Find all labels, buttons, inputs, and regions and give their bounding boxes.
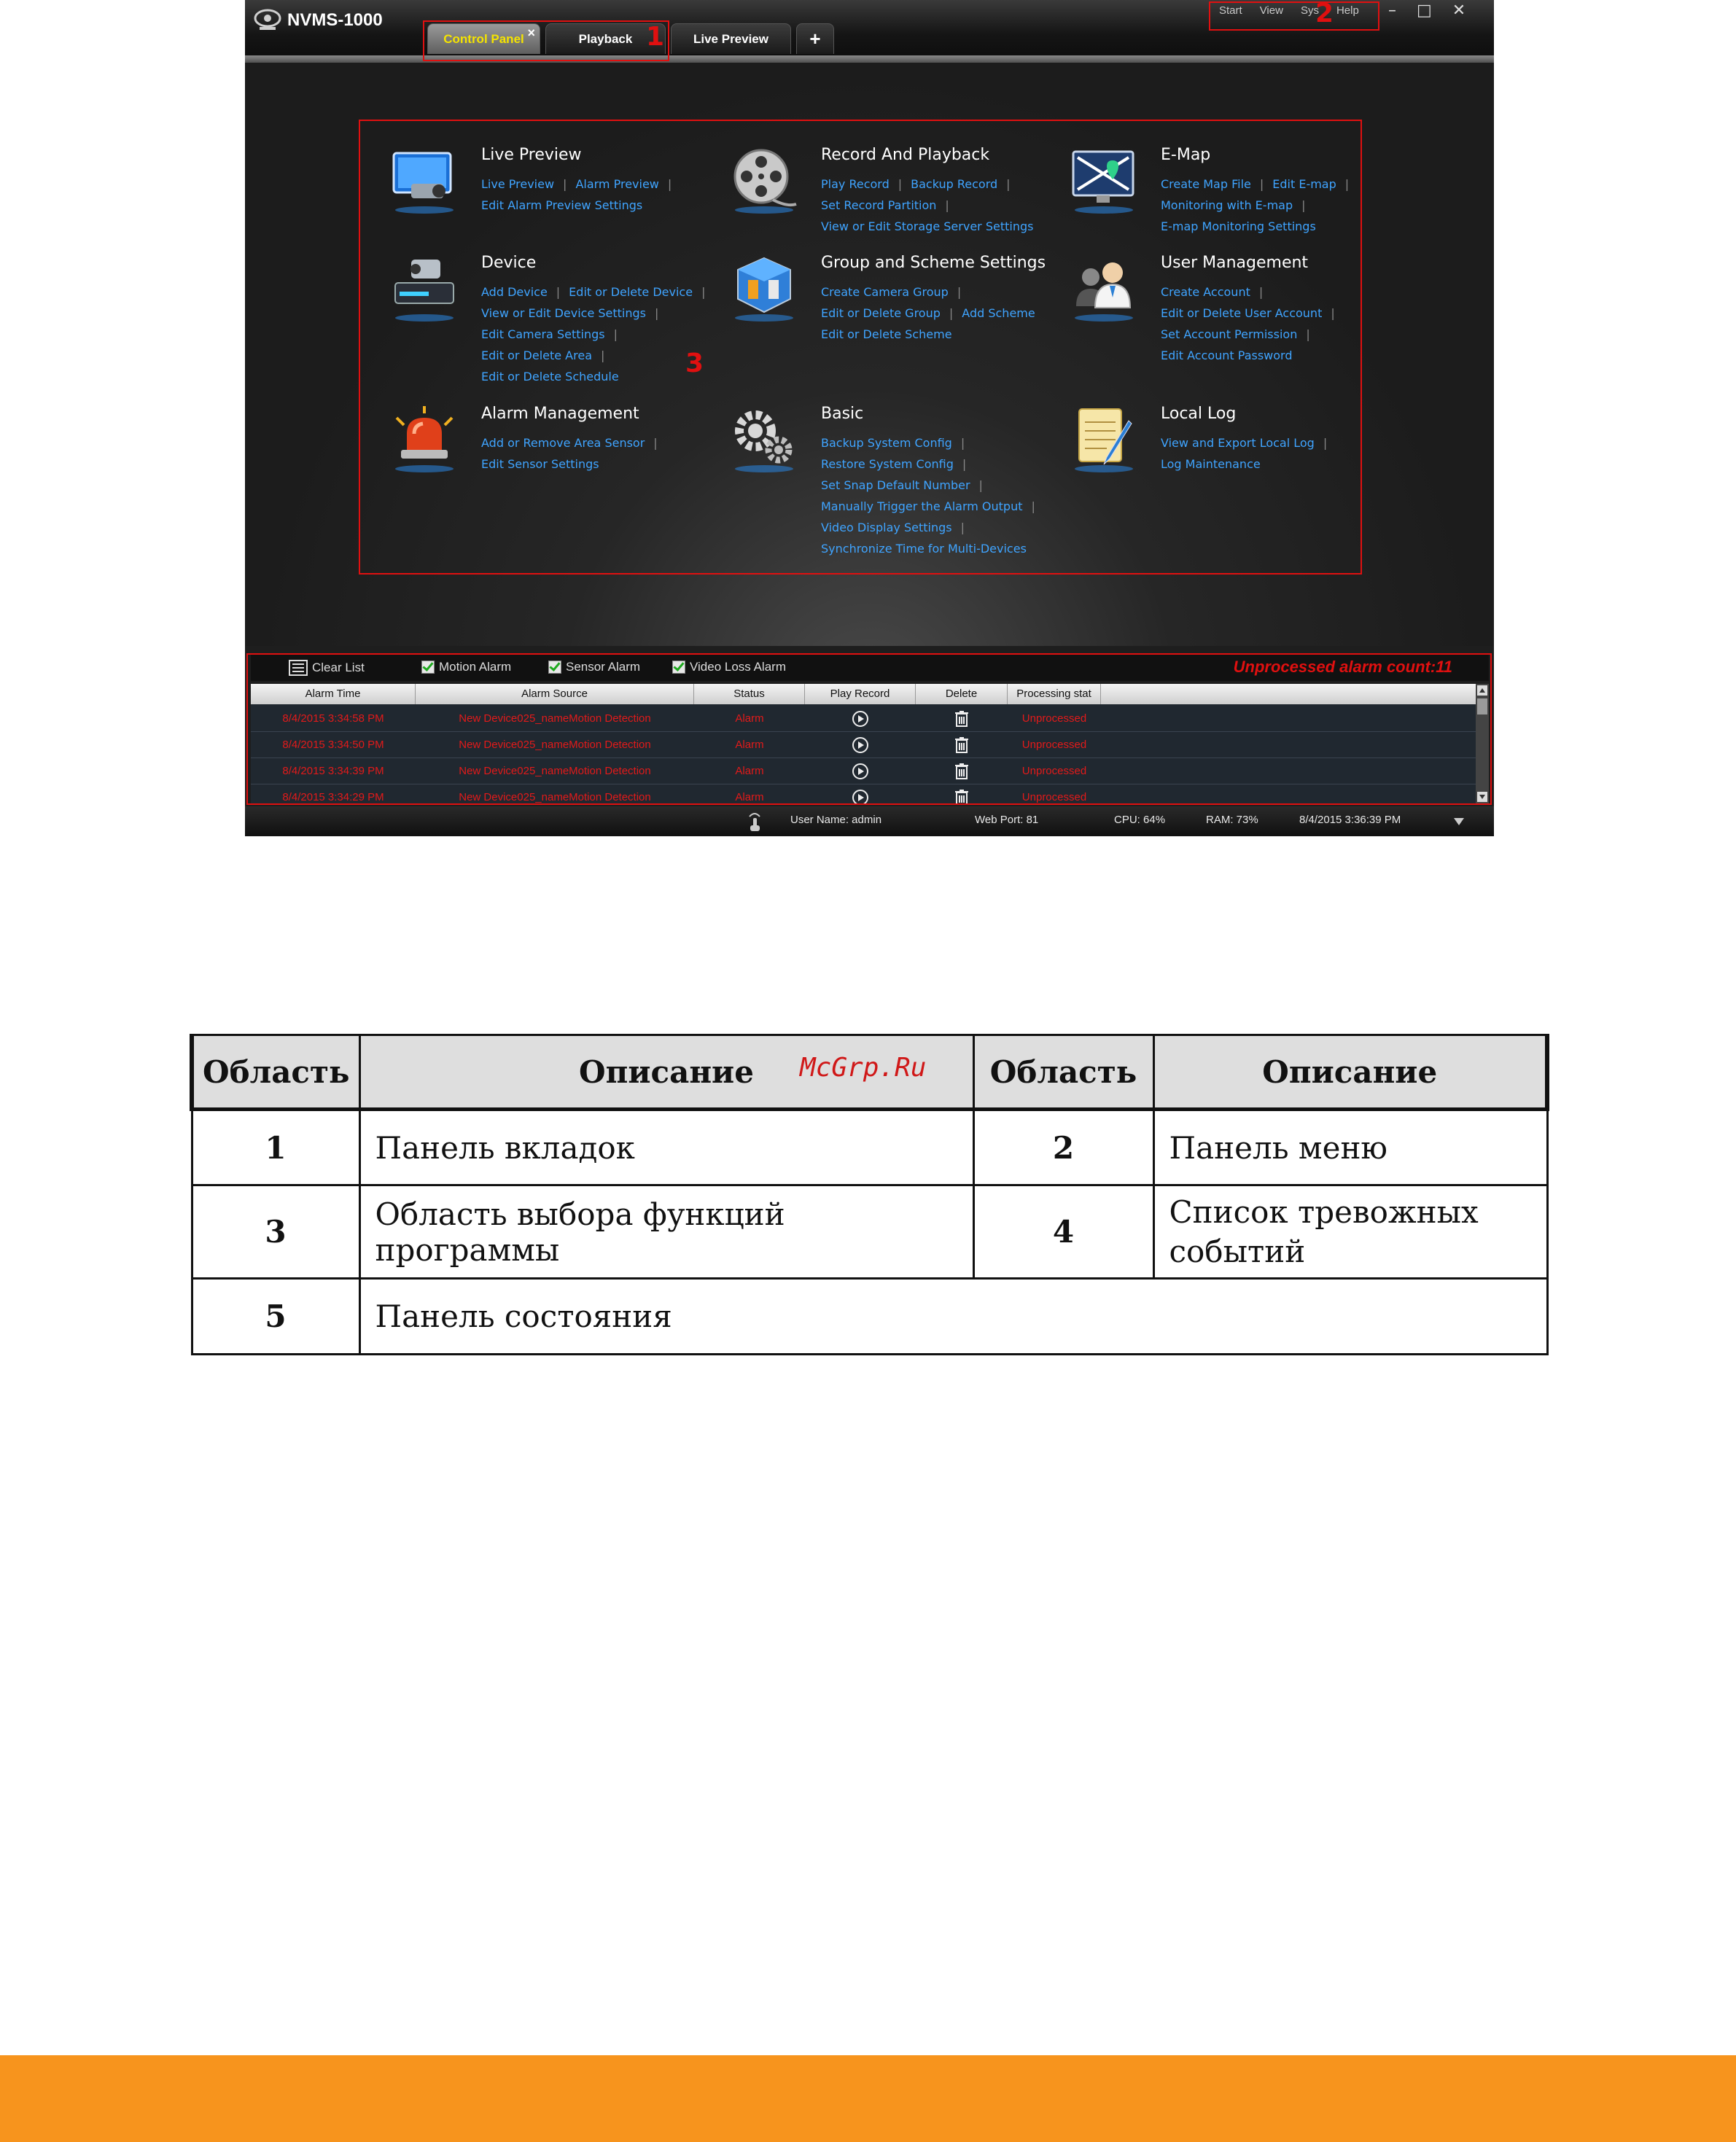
link-device-settings[interactable]: View or Edit Device Settings [481,306,647,320]
alarm-table-header [251,684,1476,704]
header-area: Область [973,1035,1153,1110]
cell-alarm-source: New Device025_nameMotion Detection [459,712,651,725]
play-record-icon[interactable] [805,732,916,758]
checkbox-checked-icon [672,661,685,674]
link-edit-delete-group[interactable]: Edit or Delete Group [821,306,941,320]
menu-sys[interactable]: Sys [1300,4,1319,17]
link-live-preview[interactable]: Live Preview [481,177,555,191]
tab-label: Playback [578,31,633,46]
link-edit-delete-area[interactable]: Edit or Delete Area [481,348,592,362]
cell-status: Alarm [735,712,764,725]
video-loss-alarm-label: Video Loss Alarm [690,660,786,674]
func-title: Live Preview [481,146,582,164]
minimize-icon[interactable]: – [1388,1,1396,20]
video-loss-alarm-checkbox[interactable] [672,660,786,674]
area-description: Область выбора функций программы [359,1185,973,1279]
cell-alarm-time: 8/4/2015 3:34:58 PM [282,712,384,725]
link-edit-delete-schedule[interactable]: Edit or Delete Schedule [481,370,619,383]
window-controls [1388,1,1466,20]
link-set-snap-default-number[interactable]: Set Snap Default Number [821,478,970,492]
monitor-camera-icon [389,146,459,216]
link-monitoring-with-emap[interactable]: Monitoring with E-map [1161,198,1293,212]
plus-icon: + [809,28,821,50]
table-row[interactable] [251,758,1476,784]
clear-list-button[interactable] [289,660,365,676]
link-add-remove-area-sensor[interactable]: Add or Remove Area Sensor [481,436,645,450]
func-title: Device [481,254,537,272]
link-edit-emap[interactable]: Edit E-map [1272,177,1336,191]
status-bar [245,806,1494,836]
alarm-toolbar [251,655,1489,681]
col-alarm-source[interactable]: Alarm Source [416,684,694,704]
app-title: NVMS-1000 [287,10,383,30]
cell-status: Alarm [735,791,764,803]
alarm-table [251,684,1476,803]
watermark: McGrp.Ru [800,1053,927,1083]
link-add-device[interactable]: Add Device [481,285,548,299]
link-storage-server-settings[interactable]: View or Edit Storage Server Settings [821,219,1034,233]
cell-processing-status: Unprocessed [1021,791,1087,803]
marker-3: 3 [685,348,704,378]
table-row [192,1279,1547,1355]
annotation-box-2 [1209,1,1379,31]
maximize-icon[interactable]: □ [1417,1,1432,20]
func-title: Record And Playback [821,146,990,164]
link-log-maintenance[interactable]: Log Maintenance [1161,457,1261,471]
film-reel-icon [729,146,799,216]
header-description: Описание [1153,1035,1547,1110]
cell-alarm-time: 8/4/2015 3:34:50 PM [282,739,384,751]
area-description: Панель меню [1153,1110,1547,1185]
col-delete[interactable]: Delete [916,684,1008,704]
chevron-down-icon[interactable] [1452,817,1466,827]
func-title: Local Log [1161,405,1237,423]
status-cpu: CPU: 64% [1114,814,1166,826]
area-number: 5 [192,1279,359,1355]
menu-help[interactable]: Help [1336,4,1359,17]
area-description: Список тревожных событий [1153,1185,1547,1279]
alarm-table-scrollbar[interactable] [1476,684,1489,803]
nvms-window: NVMS-1000 Control Panel × Playback Live Preview + Start View Sys Help – □ ✕ 1 2 3 Live Preview Live Preview | Alarm Preview | Edit Alarm Preview Settings Record And Playback Play Record | Backup Record | Set Record Partition | View or Edit Storage Server Settings E-Map Create Map File | Edit E-map | Monitoring with E-map | E-map Monitoring Settings Device Add Device | Edit or Delete Device | View or Edit Device Settings | Edit Camera Settings | Edit or Delete Area | Edit or Delete Schedule Group and Scheme Settings Create Camera Group | Edit or Delete Group | Add Scheme Edit or Delete Scheme User Management Create Account | Edit or Delete User Account | Set Account Permission | Edit Account Password Alarm Management Add or Remove Area Sensor | Edit Sensor Settings Basic Backup System Config | Restore System Config | Set Snap Default Number | Manually Trigger the Alarm Output | Video Display Settings | Synchronize Time for Multi-Devices Local Log View and Export Local Log | Log Maintenance Clear List Motion Alarm Sensor Alarm Video Loss Alarm Unprocessed alarm count:11 Alarm Time Alarm Source Status Play Record Delete Processing stat 8/4/2015 3:34:58 PM New Device025_nameMotion Detection Alarm Unprocessed 8/4/2015 3:34:50 PM New Device025_nameMotion Detection Alarm Unprocessed 8/4/2015 3:34:39 PM New Device025_nameMotion Detection Alarm Unprocessed 8/4/2015 3:34:29 PM New Device025_nameMotion Detection Alarm Unprocessed User Name: admin Web Port: 81 CPU: 64% RAM: 73% 8/4/2015 3:36:39 PM [245,0,1494,836]
status-ram: RAM: 73% [1206,814,1258,826]
cell-alarm-source: New Device025_nameMotion Detection [459,765,651,777]
sensor-alarm-checkbox[interactable] [548,660,640,674]
cell-alarm-source: New Device025_nameMotion Detection [459,791,651,803]
gears-icon [729,405,799,475]
area-description: Панель состояния [359,1279,1547,1355]
link-set-record-partition[interactable]: Set Record Partition [821,198,937,212]
area-number: 1 [192,1110,359,1185]
area-description: Панель вкладок [359,1110,973,1185]
close-window-icon[interactable]: ✕ [1452,1,1466,20]
cell-alarm-source: New Device025_nameMotion Detection [459,739,651,751]
link-play-record[interactable]: Play Record [821,177,890,191]
link-synchronize-time[interactable]: Synchronize Time for Multi-Devices [821,542,1027,556]
col-alarm-time[interactable]: Alarm Time [251,684,416,704]
status-user-name: User Name: admin [790,814,882,826]
emap-monitor-icon [1069,146,1139,216]
link-add-scheme[interactable]: Add Scheme [962,306,1035,320]
cell-processing-status: Unprocessed [1021,712,1087,725]
checkbox-checked-icon [421,661,435,674]
link-backup-record[interactable]: Backup Record [911,177,998,191]
link-create-account[interactable]: Create Account [1161,285,1250,299]
play-record-icon[interactable] [805,706,916,731]
play-record-icon[interactable] [805,758,916,784]
table-row [192,1185,1547,1279]
delete-icon[interactable] [916,732,1008,758]
link-restore-system-config[interactable]: Restore System Config [821,457,954,471]
cell-alarm-time: 8/4/2015 3:34:29 PM [282,791,384,803]
link-edit-delete-scheme[interactable]: Edit or Delete Scheme [821,327,952,341]
header-description: Описание [359,1035,973,1110]
add-tab-button[interactable] [796,23,834,54]
area-number: 2 [973,1110,1153,1185]
annotation-box-1 [423,20,669,61]
tab-label: Live Preview [693,31,768,46]
col-status[interactable]: Status [694,684,805,704]
list-icon [289,660,308,676]
cell-status: Alarm [735,765,764,777]
alarm-siren-icon [389,405,459,475]
link-edit-delete-device[interactable]: Edit or Delete Device [569,285,693,299]
area-number: 4 [973,1185,1153,1279]
table-row[interactable] [251,706,1476,732]
motion-alarm-checkbox[interactable] [421,660,511,674]
table-row [192,1110,1547,1185]
link-edit-alarm-preview-settings[interactable]: Edit Alarm Preview Settings [481,198,643,212]
link-edit-delete-user-account[interactable]: Edit or Delete User Account [1161,306,1323,320]
sensor-alarm-label: Sensor Alarm [566,660,641,674]
func-title: Basic [821,405,864,423]
header-area: Область [192,1035,359,1110]
users-icon [1069,254,1139,324]
col-play-record[interactable]: Play Record [805,684,916,704]
link-create-map-file[interactable]: Create Map File [1161,177,1251,191]
menu-start[interactable]: Start [1219,4,1242,17]
table-row[interactable] [251,784,1476,803]
link-view-export-local-log[interactable]: View and Export Local Log [1161,436,1315,450]
clear-list-label: Clear List [312,661,365,674]
cell-processing-status: Unprocessed [1021,765,1087,777]
link-backup-system-config[interactable]: Backup System Config [821,436,952,450]
cell-processing-status: Unprocessed [1021,739,1087,751]
menu-view[interactable]: View [1259,4,1283,17]
col-processing-status[interactable]: Processing stat [1008,684,1101,704]
play-record-icon[interactable] [805,784,916,803]
delete-icon[interactable] [916,706,1008,731]
link-video-display-settings[interactable]: Video Display Settings [821,521,952,534]
delete-icon[interactable] [916,784,1008,803]
link-emap-monitoring-settings[interactable]: E-map Monitoring Settings [1161,219,1316,233]
tab-label: Control Panel [443,31,524,46]
area-number: 3 [192,1185,359,1279]
motion-alarm-label: Motion Alarm [439,660,512,674]
tab-live-preview[interactable] [671,23,791,54]
link-create-camera-group[interactable]: Create Camera Group [821,285,949,299]
cube-group-icon [729,254,799,324]
delete-icon[interactable] [916,758,1008,784]
status-web-port: Web Port: 81 [975,814,1039,826]
link-edit-sensor-settings[interactable]: Edit Sensor Settings [481,457,599,471]
link-set-account-permission[interactable]: Set Account Permission [1161,327,1298,341]
link-trigger-alarm-output[interactable]: Manually Trigger the Alarm Output [821,499,1023,513]
cell-alarm-time: 8/4/2015 3:34:39 PM [282,765,384,777]
link-edit-camera-settings[interactable]: Edit Camera Settings [481,327,605,341]
device-icon [389,254,459,324]
close-icon[interactable]: × [527,26,535,40]
func-title: Alarm Management [481,405,639,423]
marker-1: 1 [646,22,665,52]
app-logo-icon [254,9,281,31]
marker-2: 2 [1315,0,1334,28]
unprocessed-alarm-count: Unprocessed alarm count:11 [1233,658,1452,676]
link-edit-account-password[interactable]: Edit Account Password [1161,348,1293,362]
footer-bar [0,2055,1736,2142]
notepad-pen-icon [1069,405,1139,475]
touch-icon[interactable] [744,811,766,833]
func-title: E-Map [1161,146,1211,164]
func-title: Group and Scheme Settings [821,254,1046,272]
cell-status: Alarm [735,739,764,751]
table-row[interactable] [251,732,1476,758]
func-title: User Management [1161,254,1309,272]
status-datetime: 8/4/2015 3:36:39 PM [1299,814,1401,826]
link-alarm-preview[interactable]: Alarm Preview [575,177,659,191]
checkbox-checked-icon [548,661,561,674]
